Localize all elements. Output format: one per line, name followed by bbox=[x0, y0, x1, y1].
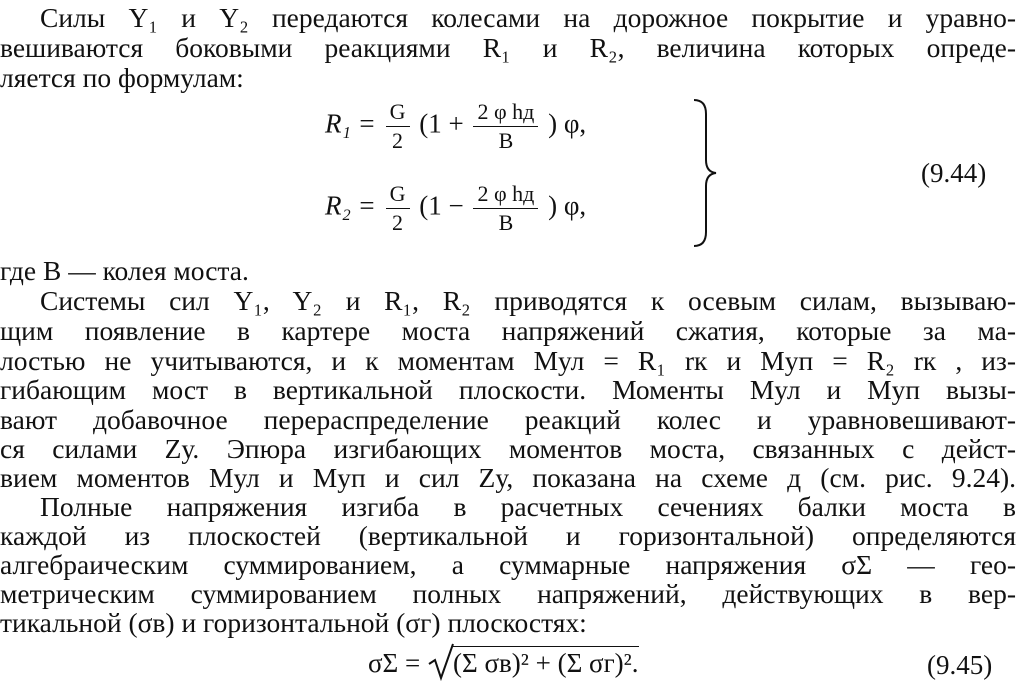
para2-line1: где B — колея моста. bbox=[0, 255, 249, 286]
r2-lhs: R₂ = bbox=[325, 190, 376, 221]
paren-close-phi: ) φ, bbox=[548, 108, 587, 139]
fraction-denominator: B bbox=[498, 128, 514, 153]
para3-line2: щим появление в картере моста напряжений сжатия, которые за ма- bbox=[0, 315, 1016, 346]
paren-open: (1 + bbox=[419, 108, 464, 139]
para3-line5: вают добавочное перераспределение реакций колес и уравновешивают- bbox=[0, 404, 1016, 435]
para3-line4: гибающим мост в вертикальной плоскости. Моменты Mул и Mуп вызы- bbox=[0, 374, 1016, 405]
para3-line6: ся силами Zу. Эпюра изгибающих моментов моста, связанных с дейст- bbox=[0, 433, 1016, 464]
para1-line3: ляется по формулам: bbox=[0, 62, 244, 93]
para4-line3: алгебраическим суммированием, а суммарные напряжения σΣ — гео- bbox=[0, 549, 1016, 580]
paren-open: (1 − bbox=[419, 190, 464, 221]
equation-number-9-45: (9.45) bbox=[927, 650, 993, 680]
fraction-numerator: G bbox=[386, 182, 410, 209]
para4-line4: метрическим суммированием полных напряжений, действующих в вер- bbox=[0, 578, 1016, 609]
equation-number-9-44: (9.44) bbox=[921, 158, 987, 188]
para3-line1: Системы сил Y₁, Y₂ и R₁, R₂ приводятся к осевым силам, вызываю- bbox=[40, 285, 1016, 316]
para3-line3: лостью не учитываются, и к моментам Mул = R₁ rк и Mуп = R₂ rк , из- bbox=[0, 345, 1016, 376]
fraction-numerator: G bbox=[386, 100, 410, 127]
phi-h-over-b-fraction bbox=[473, 182, 538, 235]
sqrt-expression bbox=[427, 648, 639, 679]
g-over-2-fraction bbox=[386, 100, 410, 153]
fraction-denominator: 2 bbox=[392, 210, 404, 235]
fraction-numerator: 2 φ hд bbox=[473, 100, 538, 127]
para1-line1: Силы Y₁ и Y₂ передаются колесами на дорожное покрытие и уравно- bbox=[40, 2, 1016, 33]
fraction-numerator: 2 φ hд bbox=[473, 182, 538, 209]
equation-r1 bbox=[325, 100, 586, 153]
fraction-denominator: B bbox=[498, 210, 514, 235]
sigma-sum-lhs: σΣ = bbox=[368, 648, 421, 678]
equation-r2 bbox=[325, 182, 586, 235]
r1-lhs: R₁ = bbox=[325, 108, 376, 139]
equation-sigma-sum bbox=[368, 648, 639, 679]
sqrt-icon bbox=[427, 642, 457, 682]
right-brace-icon bbox=[690, 98, 720, 248]
fraction-denominator: 2 bbox=[392, 128, 404, 153]
para4-line1: Полные напряжения изгиба в расчетных сечениях балки моста в bbox=[40, 491, 1016, 522]
radicand: (Σ σв)² + (Σ σг)². bbox=[453, 648, 639, 678]
paren-close-phi: ) φ, bbox=[548, 190, 587, 221]
phi-h-over-b-fraction bbox=[473, 100, 538, 153]
para1-line2: вешиваются боковыми реакциями R₁ и R₂, величина которых опреде- bbox=[0, 32, 1016, 63]
para3-line7: вием моментов Mул и Mуп и сил Zу, показана на схеме д (см. рис. 9.24). bbox=[0, 462, 1016, 493]
g-over-2-fraction bbox=[386, 182, 410, 235]
para4-line5: тикальной (σв) и горизонтальной (σг) плоскостях: bbox=[0, 607, 587, 638]
para4-line2: каждой из плоскостей (вертикальной и горизонтальной) определяются bbox=[0, 520, 1016, 551]
